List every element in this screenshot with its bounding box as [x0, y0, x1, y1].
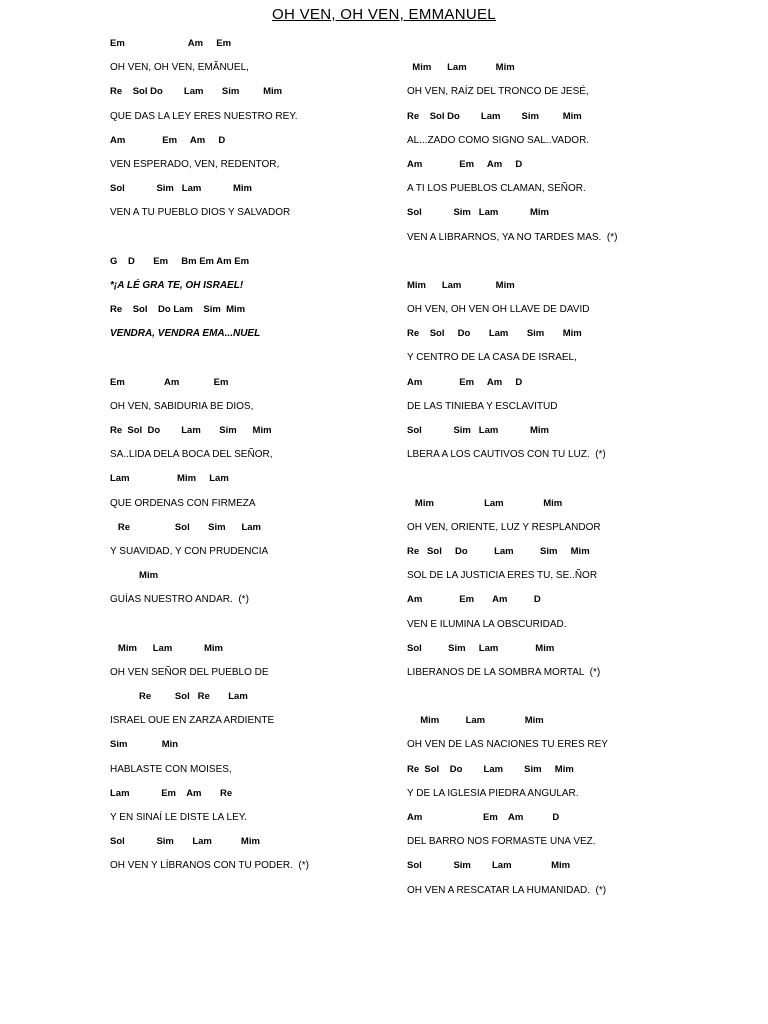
lyric-line: OH VEN DE LAS NACIONES TU ERES REY	[407, 739, 608, 751]
chord-line: Am Em Am D	[407, 812, 560, 823]
lyric-line: OH VEN SEÑOR DEL PUEBLO DE	[110, 666, 269, 678]
lyric-line: OH VEN, OH VEN OH LLAVE DE DAVID	[407, 304, 590, 316]
blank-line	[407, 32, 707, 56]
lyric-line: QUE DAS LA LEY ERES NUESTRO REY.	[110, 110, 298, 122]
chorus-line: *¡A LÉ GRA TE, OH ISRAEL!	[110, 279, 244, 291]
lyric-line: SA..LIDA DELA BOCA DEL SEÑOR,	[110, 449, 273, 461]
chord-line: Re Sol Sim Lam	[110, 521, 261, 533]
blank-line	[407, 685, 707, 709]
chord-line: Em Am Em	[110, 376, 229, 388]
chord-line: Re Sol Do Lam Sim Mim	[110, 304, 246, 316]
chord-line: Am Em Am D	[407, 376, 523, 388]
lyric-line: DE LAS TINIEBA Y ESCLAVITUD	[407, 400, 558, 412]
chord-line: Mim Lam Mim	[110, 642, 223, 654]
chord-line: Re Sol Do Lam Sim Mim	[407, 110, 582, 122]
chord-line: Re Sol Do Lam Sim Mim	[110, 425, 272, 436]
lyric-line: OH VEN, RAÍZ DEL TRONCO DE JESÉ,	[407, 86, 589, 98]
chorus-line: VENDRA, VENDRA EMA...NUEL	[110, 328, 261, 340]
chord-line: Sol Sim Lam Mim	[110, 836, 260, 848]
right-column	[407, 32, 707, 903]
chord-line: Re Sol Do Lam Sim Mim	[407, 545, 590, 557]
lyric-line: OH VEN Y LÍBRANOS CON TU PODER. (*)	[110, 860, 309, 872]
blank-line	[407, 467, 707, 491]
lyric-line: GUÍAS NUESTRO ANDAR. (*)	[110, 594, 249, 606]
lyric-line: Y CENTRO DE LA CASA DE ISRAEL,	[407, 352, 577, 364]
chord-line: Sim Min	[110, 739, 179, 751]
lyric-line: HABLASTE CON MOISES,	[110, 763, 232, 775]
chord-line: Re Sol Do Lam Sim Mim	[407, 328, 582, 340]
lyric-line: Y SUAVIDAD, Y CON PRUDENCIA	[110, 545, 269, 557]
chord-line: Sol Sim Lam Mim	[407, 425, 549, 436]
lyric-line: Y DE LA IGLESIA PIEDRA ANGULAR.	[407, 787, 579, 799]
chord-line: Sol Sim Lam Mim	[407, 642, 555, 654]
chord-line: Mim Lam Mim	[407, 62, 515, 74]
lyric-line: VEN E ILUMINA LA OBSCURIDAD.	[407, 618, 567, 630]
lyric-line: OH VEN, OH VEN, EMÃNUEL,	[110, 62, 249, 74]
chord-line: Em Am Em	[110, 38, 232, 49]
chord-line: Lam Mim Lam	[110, 473, 229, 485]
chord-line: Mim	[110, 570, 159, 582]
lyric-line: ISRAEL OUE EN ZARZA ARDIENTE	[110, 715, 275, 727]
lyric-line: Y EN SINAÍ LE DISTE LA LEY.	[110, 812, 247, 823]
chord-line: Re Sol Re Lam	[110, 691, 248, 703]
chord-line: Sol Sim Lam Mim	[110, 183, 252, 195]
lyric-line: SOL DE LA JUSTICIA ERES TU, SE..ÑOR	[407, 570, 598, 582]
lyric-line: A TI LOS PUEBLOS CLAMAN, SEÑOR.	[407, 183, 586, 195]
chord-line: Mim Lam Mim	[407, 715, 544, 727]
song-title: OH VEN, OH VEN, EMMANUEL	[272, 6, 496, 23]
lyric-line: QUE ORDENAS CON FIRMEZA	[110, 497, 256, 509]
chord-line: Mim Lam Mim	[407, 279, 515, 291]
chord-line: G D Em Bm Em Am Em	[110, 255, 250, 267]
chord-line: Lam Em Am Re	[110, 787, 233, 799]
chord-line: Mim Lam Mim	[407, 497, 563, 509]
chord-line: Sol Sim Lam Mim	[407, 207, 549, 219]
chord-line: Sol Sim Lam Mim	[407, 860, 571, 872]
chord-line: Am Em Am D	[407, 158, 523, 170]
lyric-line: OH VEN A RESCATAR LA HUMANIDAD. (*)	[407, 884, 607, 896]
lyric-line: DEL BARRO NOS FORMASTE UNA VEZ.	[407, 836, 596, 848]
lyric-line: VEN A LIBRARNOS, YA NO TARDES MAS. (*)	[407, 231, 618, 243]
lyric-line: OH VEN, ORIENTE, LUZ Y RESPLANDOR	[407, 521, 601, 533]
lyric-line: LBERA A LOS CAUTIVOS CON TU LUZ. (*)	[407, 449, 606, 461]
chord-line: Re Sol Do Lam Sim Mim	[110, 86, 283, 98]
lyric-line: VEN ESPERADO, VEN, REDENTOR,	[110, 158, 280, 170]
chord-line: Am Em Am D	[407, 594, 541, 606]
lyric-line: VEN A TU PUEBLO DIOS Y SALVADOR	[110, 207, 291, 219]
lyric-line: OH VEN, SABIDURIA BE DIOS,	[110, 400, 254, 412]
chord-line: Re Sol Do Lam Sim Mim	[407, 763, 574, 775]
chord-line: Am Em Am D	[110, 134, 226, 146]
blank-line	[110, 613, 390, 637]
blank-line	[407, 250, 707, 274]
lyric-line: LIBERANOS DE LA SOMBRA MORTAL (*)	[407, 666, 601, 678]
blank-line	[110, 226, 390, 250]
left-column	[110, 32, 390, 879]
blank-line	[110, 346, 390, 370]
lyric-line: AL...ZADO COMO SIGNO SAL..VADOR.	[407, 134, 590, 146]
